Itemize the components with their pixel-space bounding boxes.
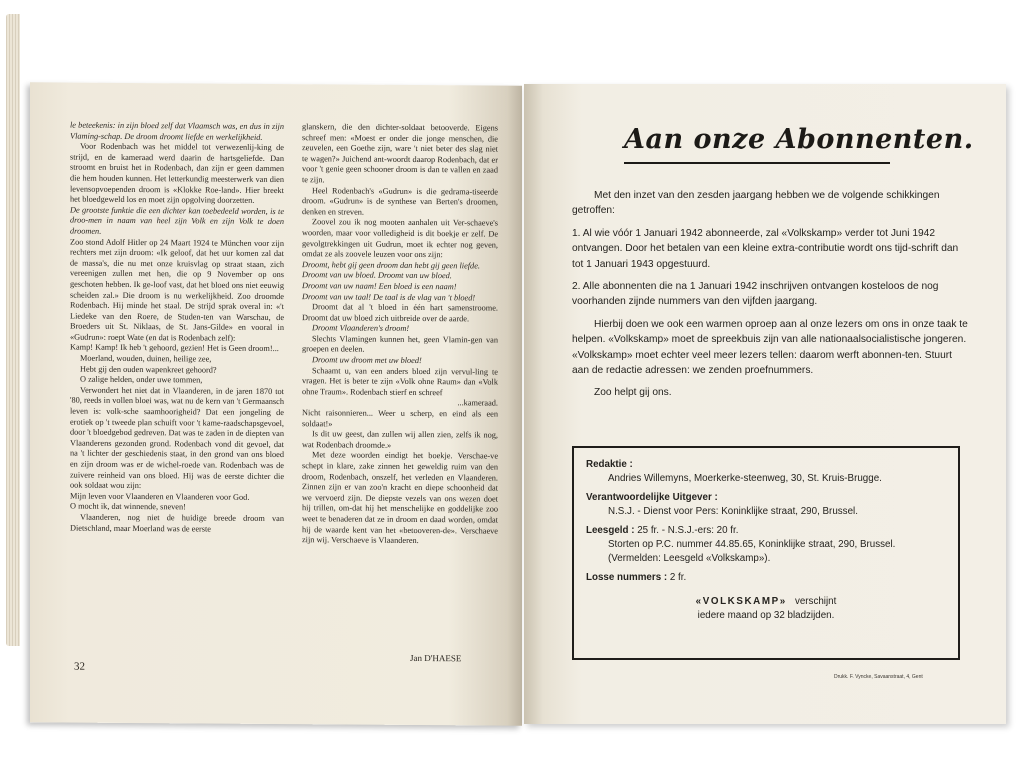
leesgeld-value: 25 fr. - N.S.J.-ers: 20 fr. — [637, 525, 739, 536]
article-paragraph: Droomt van uw taal! De taal is de vlag van 't bloed! — [302, 291, 476, 302]
page-number: 32 — [74, 660, 85, 673]
article-paragraph: Droomt van uw naam! Een bloed is een naam! — [302, 281, 457, 292]
leesgeld-note: (Vermelden: Leesgeld «Volkskamp»). — [608, 553, 771, 564]
article-paragraph: O zalige helden, onder uwe tommen, — [80, 374, 203, 385]
announcement-text — [572, 188, 968, 408]
open-booklet — [12, 84, 1012, 732]
article-paragraph: Droomt uw droom met uw bloed! — [312, 355, 422, 366]
article-paragraph: Voor Rodenbach was het middel tot verwezenlij-king de strijd, en de kameraad werd daarin de hartsgeliefde. Dan stroomt en bruist het in Rodenbach, dan zijn er geen dammen die hem houden kunnen. Het letterkundig meesterwerk van dien levensopvoependen droom is «Klokke Roe-land». Hier breekt het bloedgeweld los en moet zijn opgolving doorzetten. — [70, 141, 284, 206]
losse-value: 2 fr. — [669, 572, 687, 583]
announcement-paragraph: 1. Al wie vóór 1 Januari 1942 abonneerde, zal «Volkskamp» verder tot Juni 1942 ontvangen. Door het betalen van een kleine extra-contributie wordt ons tijd-schrift dan tot 1 Januari 1943 opgestuurd. — [572, 227, 959, 270]
publication-frequency: verschijnt — [794, 596, 837, 607]
article-paragraph: ...kameraad. — [457, 398, 498, 408]
article-paragraph: Hebt gij den ouden wapenkreet gehoord? — [80, 364, 217, 375]
article-paragraph: Moerland, wouden, duinen, heilige zee, — [80, 353, 212, 364]
announcement-paragraph: Hierbij doen we ook een warmen oproep aan al onze lezers om ons in onze taak te helpen. «Volkskamp» moet de spreekbuis zijn van alle nationaalsocialistische jongeren. «Volkskamp» moet echter veel meer lezers tellen: daarom werft abonnen-ten. Stuurt aan de redactie adressen: we zenden proefnummers. — [572, 318, 968, 377]
author-signature: Jan D'HAESE — [410, 652, 462, 664]
leesgeld-account: Storten op P.C. nummer 44.85.65, Koninklijke straat, 290, Brussel. — [608, 539, 896, 550]
losse-block — [586, 571, 946, 585]
losse-label: Losse nummers : — [586, 572, 668, 583]
announcement-paragraph: Met den inzet van den zesden jaargang hebben we de volgende schikkingen getroffen: — [572, 190, 940, 217]
article-paragraph: Kamp! Kamp! Ik heb 't gehoord, gezien! Het is Geen droom!... — [70, 343, 279, 354]
page-title: Aan onze Abonnenten. — [624, 124, 974, 155]
article-paragraph: De grootste funktie die een dichter kan toebedeeld worden, is te droo-men in naam van heel zijn Volk en zijn Volk te doen droomen. — [70, 205, 284, 236]
article-paragraph: Zoo stond Adolf Hitler op 24 Maart 1924 te München voor zijn rechters met zijn droom: «Ik geloof, dat het uur komen zal dat de massa's, die nu met onze kruisvlag op straat staan, zich vereenigen zullen met hen, die op 9 November op ons geschoten hebben. Ik ge-loof vast, dat het bloed ons niet eeuwig scheiden zal.» Die droom is nu werkelijkheid. Zoo droomde Rodenbach. Hij minde het staal. De strijd sprak overal in: «'t Liedeke van den Roere, de Studen-ten van Warschau, de Broeders uit St. Niklaas, de St. Jans-Gilde» en vooral in «Gudrun»: roept Wate (en dat is Rodenbach zelf): — [70, 237, 284, 343]
article-paragraph: Met deze woorden eindigt het boekje. Verschae-ve schept in klare, zake zinnen het geweldig ruim van den droom, Rodenbach, onszelf, het verleden en Vlaanderen. Zinnen zijn er van zoo'n kracht en diepe schoonheid dat we vervoerd zijn. De diepste vezels van ons wezen doet hij trillen, om-dat hij het menschelijke en goddelijke zoo weet te benaderen dat ze in droom en daad worden, omdat hij de waarde kent van het «betooveren-de». Verschaeve zijn wij. Verschaeve is Vlaanderen. — [302, 450, 498, 546]
left-page — [30, 82, 522, 725]
announcement-paragraph: 2. Alle abonnenten die na 1 Januari 1942 inschrijven ontvangen kosteloos de nog voorhanden zijnde nummers van den vijfden jaargang. — [572, 281, 939, 308]
article-paragraph: Mijn leven voor Vlaanderen en Vlaanderen voor God. — [70, 491, 250, 502]
redaktie-block — [586, 458, 946, 486]
uitgever-block — [586, 491, 946, 519]
article-paragraph: O mocht ik, dat winnende, sneven! — [70, 501, 186, 512]
leesgeld-label: Leesgeld : — [586, 525, 635, 536]
article-paragraph: Nicht raisonnieren... Weer u scherp, en eind als een soldaat!» — [302, 408, 498, 429]
article-paragraph: Is dit uw geest, dan zullen wij allen zien, zelfs ik nog, wat Rodenbach droomde.» — [302, 429, 498, 450]
redaktie-label: Redaktie : — [586, 459, 633, 470]
right-page — [524, 84, 1006, 724]
uitgever-label: Verantwoordelijke Uitgever : — [586, 492, 718, 503]
title-underline — [624, 162, 890, 164]
left-column-1 — [70, 121, 284, 536]
printer-credit: Drukk. F. Vyncke, Savaanstraat, 4, Gent — [834, 674, 923, 680]
article-paragraph: Slechts Vlamingen kunnen het, geen Vlamin-gen van groepen en deelen. — [302, 334, 498, 355]
announcement-paragraph: Zoo helpt gij ons. — [594, 387, 672, 399]
article-paragraph: Vlaanderen, nog niet de huidige breede droom van Dietschland, maar Moerland was de eerste — [70, 512, 284, 534]
article-paragraph: Droomt, hebt gij geen droom dan hebt gij geen liefde. — [302, 259, 480, 271]
publication-footer — [586, 595, 946, 623]
colophon-box — [572, 446, 960, 660]
article-paragraph: Verwondert het niet dat in Vlaanderen, in de jaren 1870 tot '80, reeds in vollen bloei was, wat nu de kern van 't Germaansch leven is: volk-sche saamhoorigheid? Dat een jongeling de erotiek op 't tweede plan schuift voor 't kame-raadschapsgevoel, door 't bloedgebod gedreven. Dat was te zaden in de diepten van Vlaanderens gezonden grond. Rodenbach vond dit gevoel, dat na 't lichter der geschiedenis staat, in den grond van ons bloed en zijn droom was er de wichel-roede van. Rodenbach was de zuivere reinheid van ons bloed. Hij was de eerste dichter die ook soldaat wou zijn: — [70, 385, 284, 491]
publication-pages: iedere maand op 32 bladzijden. — [697, 610, 835, 621]
article-paragraph: glanskern, die den dichter-soldaat betooverde. Eigens schreef men: «Moest er onder die jonge menschen, die zeuvelen, een Goethe zijn, ware 't niet beter des slag niet te wagen?» Juichend ant-woordt daarop Rodenbach, dat er voor 't genie geen schooner droom is dan te vallen en zaad te zijn. — [302, 122, 498, 185]
article-paragraph: Droomt van uw bloed. Droomt van uw bloed. — [302, 270, 452, 281]
redaktie-value: Andries Willemyns, Moerkerke-steenweg, 30, St. Kruis-Brugge. — [608, 473, 882, 484]
article-paragraph: le beteekenis: in zijn bloed zelf dat Vlaamsch was, en dus in zijn Vlaming-schap. De droom droomt liefde en werkelijkheid. — [70, 120, 284, 142]
article-paragraph: Droomt Vlaanderen's droom! — [312, 323, 410, 334]
publication-name: «VOLKSKAMP» — [695, 596, 787, 607]
left-column-2 — [302, 122, 498, 547]
article-paragraph: Heel Rodenbach's «Gudrun» is die gedrama-tiseerde droom. «Gudrun» is de synthese van Berten's droomen, denken en streven. — [302, 185, 498, 217]
uitgever-value: N.S.J. - Dienst voor Pers: Koninklijke straat, 290, Brussel. — [608, 506, 858, 517]
article-paragraph: Schaamt u, van een anders bloed zijn vervul-ling te vragen. Het is beter te zijn «Volk ohne Raum» dan «Volk ohne Traum». Rodenbach stierf en schreef — [302, 365, 498, 398]
article-paragraph: Droomt dat al 't bloed in één hart samenstroome. Droomt dat uw bloed zich uitbreide over de aarde. — [302, 302, 498, 324]
leesgeld-block — [586, 524, 946, 566]
article-paragraph: Zoovel zou ik nog mooten aanhalen uit Ver-schaeve's woorden, maar voor volledigheid is dit boekje er zelf. De gevolgtrekkingen uit Gudrun, moet ik echter nog geven, omdat ze als zoovele leuzen voor ons zijn: — [302, 217, 498, 260]
